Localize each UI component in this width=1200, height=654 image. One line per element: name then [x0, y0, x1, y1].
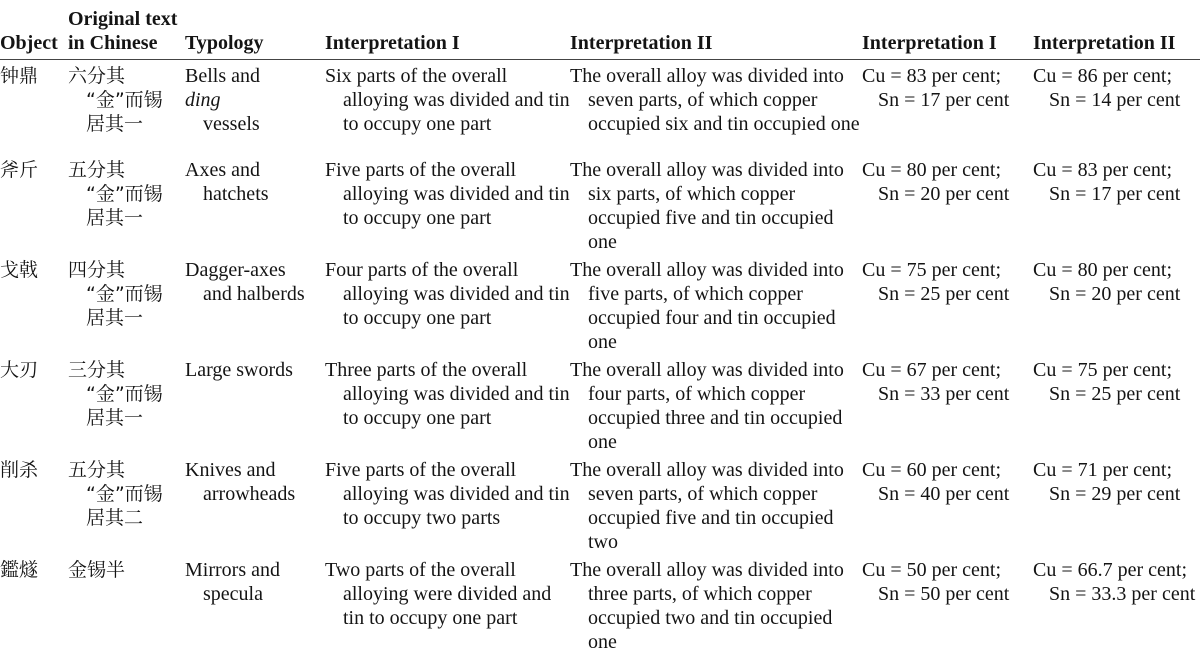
- header-typology: Typology: [185, 0, 325, 59]
- header-row: [0, 0, 1200, 59]
- cell-object: 斧斤: [0, 159, 39, 181]
- tin-percent: Sn = 29 per cent: [1049, 483, 1181, 505]
- copper-percent: Cu = 86 per cent;: [1033, 64, 1173, 87]
- original-text-line: 六分其: [68, 64, 126, 87]
- cell-composition-2: [1033, 354, 1200, 454]
- cell-composition-1: [862, 254, 1033, 354]
- cell-typology: [185, 60, 325, 136]
- cell-typology: [185, 554, 325, 606]
- cell-original-text: [66, 254, 185, 354]
- typology-line: vessels: [203, 112, 260, 135]
- ding-italic-term: ding: [185, 88, 221, 111]
- cell-original-text: [66, 59, 185, 154]
- cell-original-text: [66, 554, 185, 654]
- original-text-line: 居其二: [86, 507, 144, 529]
- table-row: [0, 354, 1200, 454]
- tin-percent: Sn = 25 per cent: [1049, 383, 1181, 405]
- cell-interpretation-2: The overall alloy was divided into six parts, of which copper occupied five and tin occupied one: [570, 159, 844, 253]
- cell-interpretation-1: Two parts of the overall alloying were divided and tin to occupy one part: [325, 559, 552, 629]
- cell-interpretation-2: The overall alloy was divided into five parts, of which copper occupied four and tin occupied one: [570, 259, 844, 353]
- copper-percent: Cu = 67 per cent;: [862, 359, 1002, 381]
- cell-composition-1: [862, 454, 1033, 554]
- cell-interpretation-1: Six parts of the overall alloying was divided and tin to occupy one part: [325, 64, 570, 135]
- copper-percent: Cu = 80 per cent;: [1033, 259, 1173, 281]
- cell-original-text: [66, 354, 185, 454]
- typology-line: Dagger-axes: [185, 259, 286, 281]
- copper-percent: Cu = 83 per cent;: [862, 64, 1002, 87]
- copper-percent: Cu = 83 per cent;: [1033, 159, 1173, 181]
- table-row: [0, 59, 1200, 154]
- original-text-line: “金”而锡: [86, 88, 163, 111]
- cell-typology: [185, 454, 325, 506]
- cell-interpretation-2: The overall alloy was divided into seven parts, of which copper occupied five and tin occupied two: [570, 459, 844, 553]
- cell-composition-2: [1033, 59, 1200, 154]
- original-text-line: 五分其: [68, 459, 126, 481]
- cell-composition-1: [862, 354, 1033, 454]
- tin-percent: Sn = 50 per cent: [878, 583, 1010, 605]
- copper-percent: Cu = 50 per cent;: [862, 559, 1002, 581]
- cell-interpretation-2: The overall alloy was divided into four parts, of which copper occupied three and tin occupied one: [570, 359, 844, 453]
- typology-line: Axes and: [185, 159, 260, 181]
- copper-percent: Cu = 71 per cent;: [1033, 459, 1173, 481]
- original-text-line: “金”而锡: [86, 283, 163, 305]
- header-original-text: [66, 0, 185, 59]
- typology-line: and halberds: [203, 283, 305, 305]
- original-text-line: 三分其: [68, 359, 126, 381]
- copper-percent: Cu = 80 per cent;: [862, 159, 1002, 181]
- tin-percent: Sn = 14 per cent: [1049, 88, 1181, 111]
- cell-object: 削杀: [0, 459, 39, 481]
- cell-composition-2: [1033, 554, 1200, 654]
- typology-line: arrowheads: [203, 483, 296, 505]
- tin-percent: Sn = 25 per cent: [878, 283, 1010, 305]
- copper-percent: Cu = 75 per cent;: [862, 259, 1002, 281]
- typology-line: Knives and: [185, 459, 276, 481]
- typology-line: specula: [203, 583, 263, 605]
- copper-percent: Cu = 66.7 per cent;: [1033, 559, 1188, 581]
- original-text-line: “金”而锡: [86, 183, 163, 205]
- cell-object: 戈戟: [0, 259, 39, 281]
- copper-percent: Cu = 75 per cent;: [1033, 359, 1173, 381]
- cell-interpretation-1: Four parts of the overall alloying was divided and tin to occupy one part: [325, 259, 570, 329]
- original-text-line: 居其一: [86, 307, 144, 329]
- typology-line: Large swords: [185, 359, 293, 381]
- original-text-line: 居其一: [86, 207, 144, 229]
- original-text-line: 居其一: [86, 407, 144, 429]
- table-row: [0, 454, 1200, 554]
- cell-interpretation-1: Five parts of the overall alloying was divided and tin to occupy one part: [325, 159, 570, 229]
- original-text-line: 金锡半: [68, 559, 126, 581]
- header-original-line-1: Original text: [68, 7, 178, 30]
- tin-percent: Sn = 20 per cent: [1049, 283, 1181, 305]
- tin-percent: Sn = 33 per cent: [878, 383, 1010, 405]
- table-row: [0, 254, 1200, 354]
- table-row: [0, 554, 1200, 654]
- cell-typology: [185, 254, 325, 306]
- original-text-line: 居其一: [86, 112, 144, 135]
- cell-object: 鑑燧: [0, 559, 39, 581]
- copper-percent: Cu = 60 per cent;: [862, 459, 1002, 481]
- header-original-line-2: in Chinese: [68, 31, 158, 54]
- header-composition-1: Interpretation I: [862, 0, 1033, 59]
- cell-composition-1: [862, 154, 1033, 254]
- cell-interpretation-1: Five parts of the overall alloying was divided and tin to occupy two parts: [325, 459, 570, 529]
- cell-object: 钟鼎: [0, 64, 39, 87]
- cell-typology: [185, 154, 325, 206]
- header-object: Object: [0, 0, 66, 59]
- cell-interpretation-2: The overall alloy was divided into three parts, of which copper occupied two and tin occupied one: [570, 559, 844, 653]
- typology-line: Bells and ding: [185, 64, 325, 112]
- cell-composition-1: [862, 554, 1033, 654]
- tin-percent: Sn = 17 per cent: [1049, 183, 1181, 205]
- header-composition-2: Interpretation II: [1033, 0, 1200, 59]
- original-text-line: “金”而锡: [86, 483, 163, 505]
- tin-percent: Sn = 40 per cent: [878, 483, 1010, 505]
- cell-composition-2: [1033, 154, 1200, 254]
- typology-line: Mirrors and: [185, 559, 280, 581]
- tin-percent: Sn = 33.3 per cent: [1049, 583, 1196, 605]
- tin-percent: Sn = 20 per cent: [878, 183, 1010, 205]
- original-text-line: 五分其: [68, 159, 126, 181]
- cell-composition-2: [1033, 454, 1200, 554]
- tin-percent: Sn = 17 per cent: [878, 88, 1010, 111]
- typology-line: hatchets: [203, 183, 269, 205]
- original-text-line: 四分其: [68, 259, 126, 281]
- table-row: [0, 154, 1200, 254]
- cell-composition-1: [862, 59, 1033, 154]
- cell-object: 大刃: [0, 359, 39, 381]
- cell-typology: [185, 354, 325, 382]
- cell-composition-2: [1033, 254, 1200, 354]
- header-interpretation-2: Interpretation II: [570, 0, 862, 59]
- original-text-line: “金”而锡: [86, 383, 163, 405]
- cell-original-text: [66, 454, 185, 554]
- cell-interpretation-1: Three parts of the overall alloying was divided and tin to occupy one part: [325, 359, 570, 429]
- cell-original-text: [66, 154, 185, 254]
- header-interpretation-1: Interpretation I: [325, 0, 570, 59]
- cell-interpretation-2: The overall alloy was divided into seven parts, of which copper occupied six and tin occupied one: [570, 64, 860, 135]
